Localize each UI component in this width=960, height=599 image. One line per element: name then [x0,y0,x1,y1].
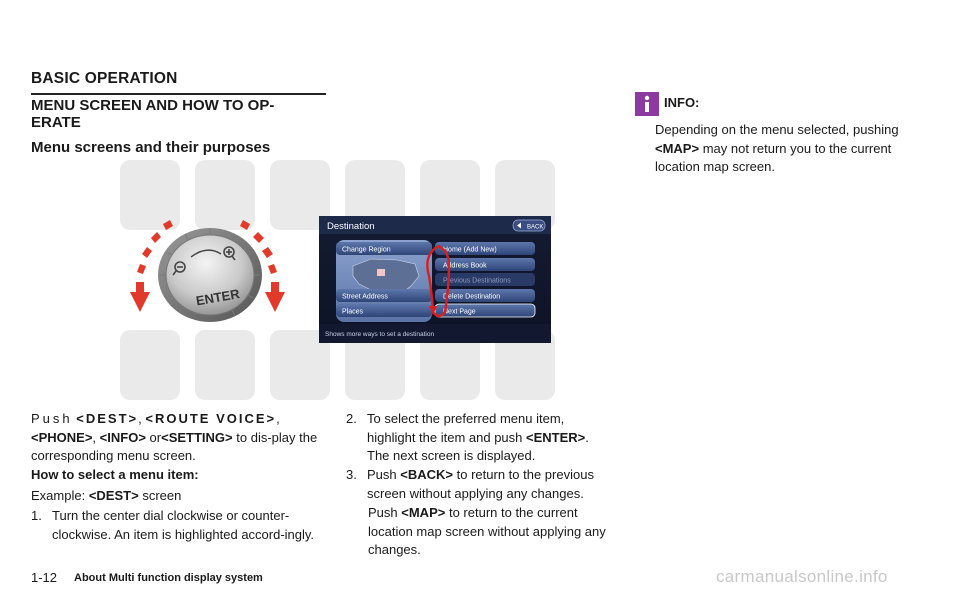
destination-screen-illustration [319,216,551,343]
svg-text:Street Address: Street Address [342,293,388,301]
info-text: Depending on the menu selected, pushing <MAP> may not return you to the current location map screen. [655,122,899,174]
back-button [513,220,545,231]
section-title: BASIC OPERATION [31,70,326,95]
page-number: 1-12 [31,570,58,585]
info-label: INFO: [664,95,700,110]
site-watermark-logo[interactable]: carmanualsonline.info [716,567,888,586]
screen-item-street-address [336,289,432,302]
screen-item-delete-destination [435,289,535,302]
step-2: 2. To select the preferred menu item, highlight the item and push <ENTER>. The next screen is displayed. [346,411,589,463]
svg-text:Home (Add New): Home (Add New) [443,246,497,254]
example-line: Example: <DEST> screen [31,488,182,503]
info-icon [635,92,659,116]
screen-item-change-region [336,242,432,255]
intro-paragraph: Push <DEST>, <ROUTE VOICE>, <PHONE>, <INFO> or<SETTING> to dis-play the corresponding menu screen. [31,411,318,463]
svg-text:Delete Destination: Delete Destination [443,293,501,301]
screen-item-next-page [435,304,535,317]
subsection-heading: Menu screens and their purposes [31,139,271,156]
svg-text:Address Book: Address Book [443,262,487,270]
footer-title: About Multi function display system [74,572,263,584]
how-to-select-heading: How to select a menu item: [31,467,199,482]
step-1: 1. Turn the center dial clockwise or counter-clockwise. An item is highlighted accord-ingly. [31,508,315,542]
page-heading [31,97,331,131]
dial-enter-label: ENTER [194,286,241,309]
page-heading-line1: MENU SCREEN AND HOW TO OP- [31,97,275,114]
page-heading-line2: ERATE [31,114,81,131]
center-dial-illustration [125,212,290,332]
selected-region-icon [377,269,385,276]
step-3: 3. Push <BACK> to return to the previous screen without applying any changes. [346,467,594,501]
screen-title: Destination [327,221,375,232]
svg-text:Places: Places [342,308,364,316]
screen-status-text: Shows more ways to set a destination [325,331,435,338]
screen-item-places [336,304,432,317]
svg-text:Change Region: Change Region [342,246,391,254]
back-button-label: BACK [527,224,544,231]
svg-text:Next Page: Next Page [443,308,476,316]
step-3-map-paragraph: Push <MAP> to return to the current location map screen without applying any changes. [368,505,606,557]
svg-text:Previous Destinations: Previous Destinations [443,277,511,285]
screen-item-home [435,242,535,255]
